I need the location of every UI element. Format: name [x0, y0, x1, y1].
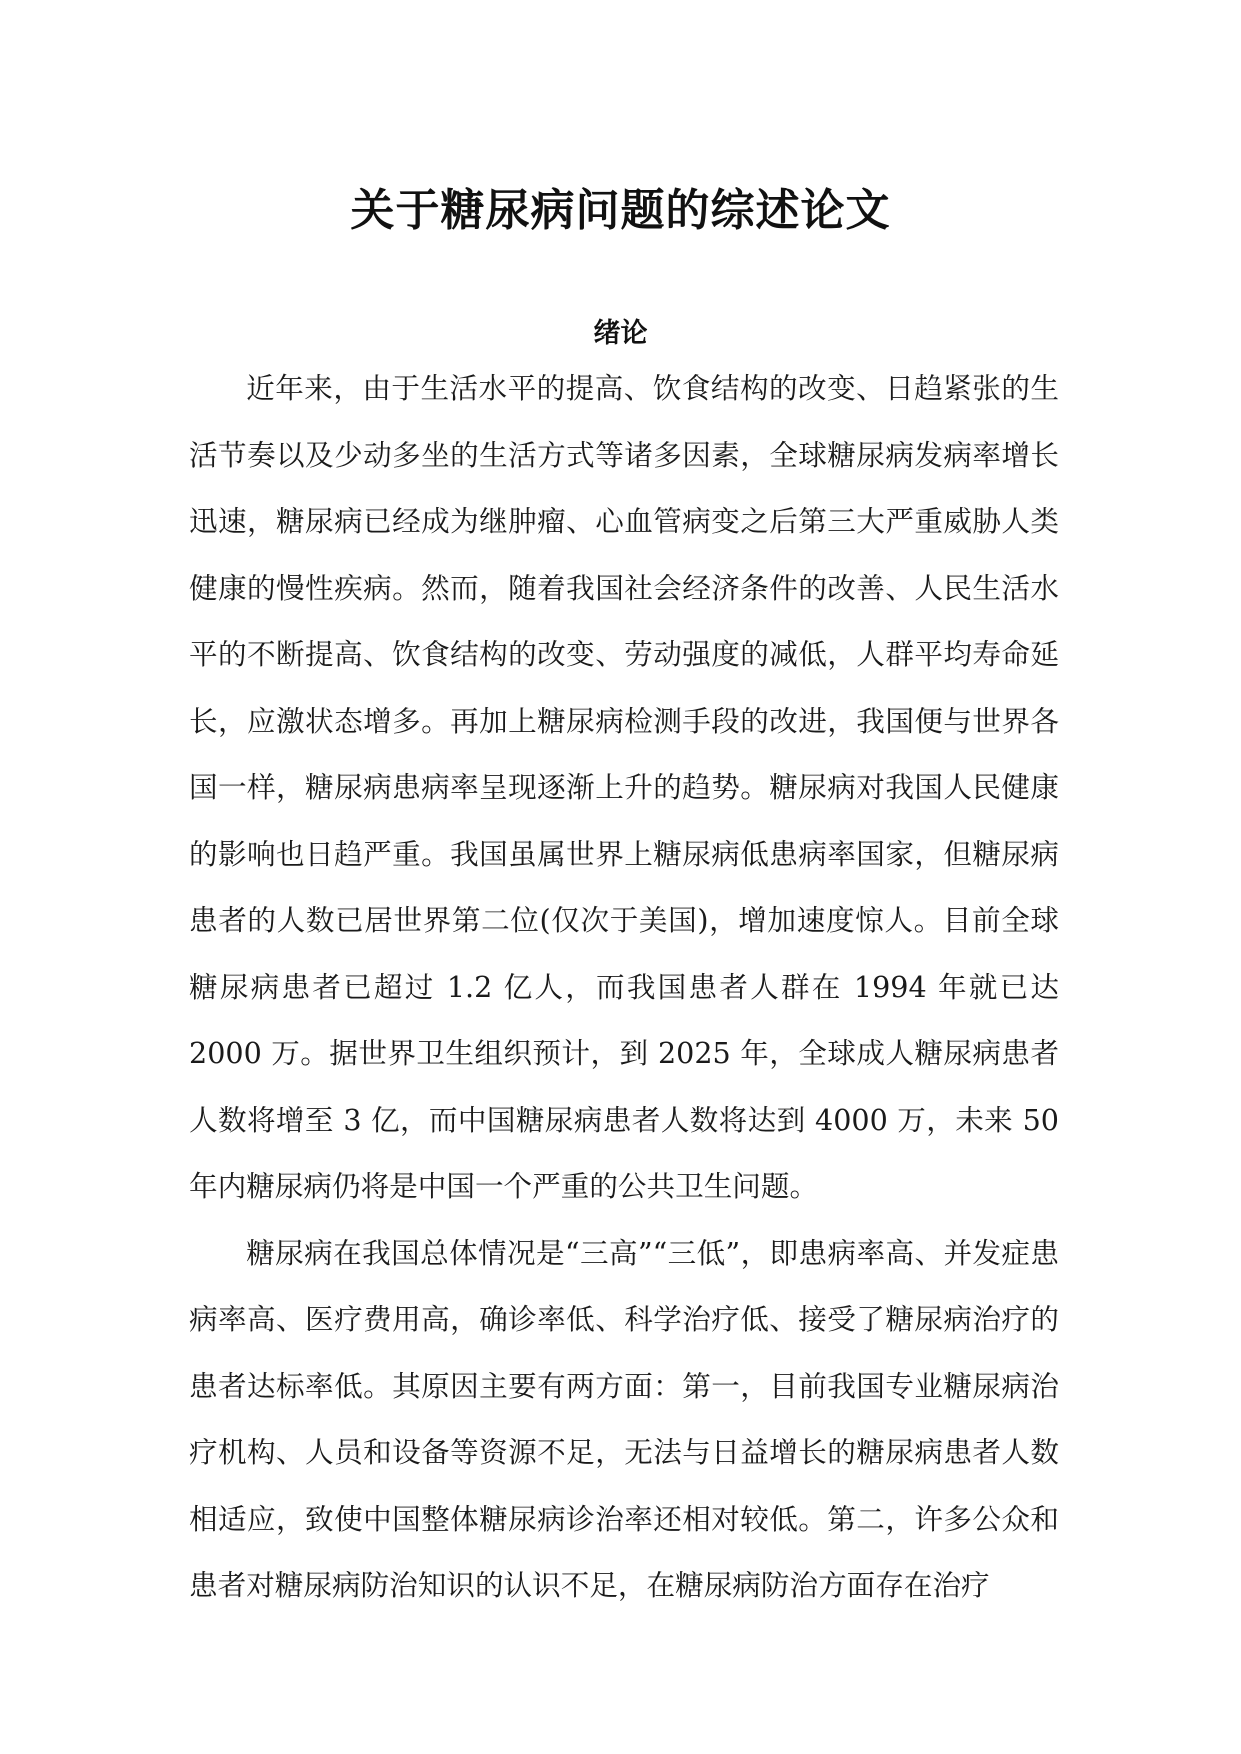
page-title: 关于糖尿病问题的综述论文: [350, 185, 891, 237]
paragraph-1: 近年来，由于生活水平的提高、饮食结构的改变、日趋紧张的生活节奏以及少动多坐的生活方式等诸多因素，全球糖尿病发病率增长迅速，糖尿病已经成为继肿瘤、心血管病变之后第三大严重威胁人类健康的慢性疾病。然而，随着我国社会经济条件的改善、人民生活水平的不断提高、饮食结构的改变、劳动强度的减低，人群平均寿命延长，应激状态增多。再加上糖尿病检测手段的改进，我国便与世界各国一样，糖尿病患病率呈现逐渐上升的趋势。糖尿病对我国人民健康的影响也日趋严重。我国虽属世界上糖尿病低患病率国家，但糖尿病患者的人数已居世界第二位(仅次于美国)，增加速度惊人。目前全球糖尿病患者已超过 1.2 亿人，而我国患者人群在 1994 年就已达 2000 万。据世界卫生组织预计，到 2025 年，全球成人糖尿病患者人数将增至 3 亿，而中国糖尿病患者人数将达到 4000 万，未来 50 年内糖尿病仍将是中国一个严重的公共卫生问题。: [189, 371, 1059, 1203]
paragraph-2: 糖尿病在我国总体情况是“三高”“三低”，即患病率高、并发症患病率高、医疗费用高，确诊率低、科学治疗低、接受了糖尿病治疗的患者达标率低。其原因主要有两方面：第一，目前我国专业糖尿病治疗机构、人员和设备等资源不足，无法与日益增长的糖尿病患者人数相适应，致使中国整体糖尿病诊治率还相对较低。第二，许多公众和患者对糖尿病防治知识的认识不足，在糖尿病防治方面存在治疗: [189, 1235, 1059, 1602]
body-text: [189, 355, 1059, 1619]
section-heading: 绪论: [593, 318, 648, 350]
